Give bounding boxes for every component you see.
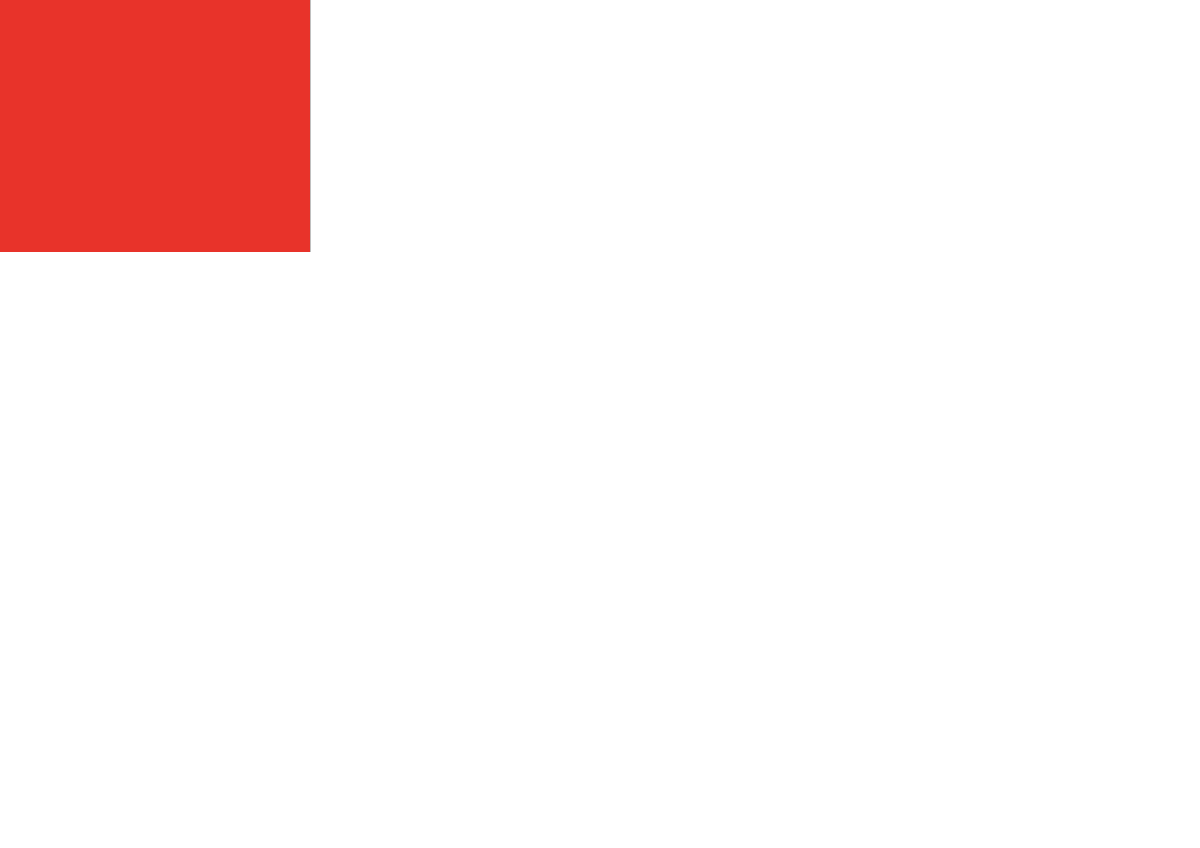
table-title [0, 0, 311, 260]
table-header [0, 0, 1200, 260]
header-gap [0, 252, 1200, 260]
table-body [0, 260, 1200, 848]
